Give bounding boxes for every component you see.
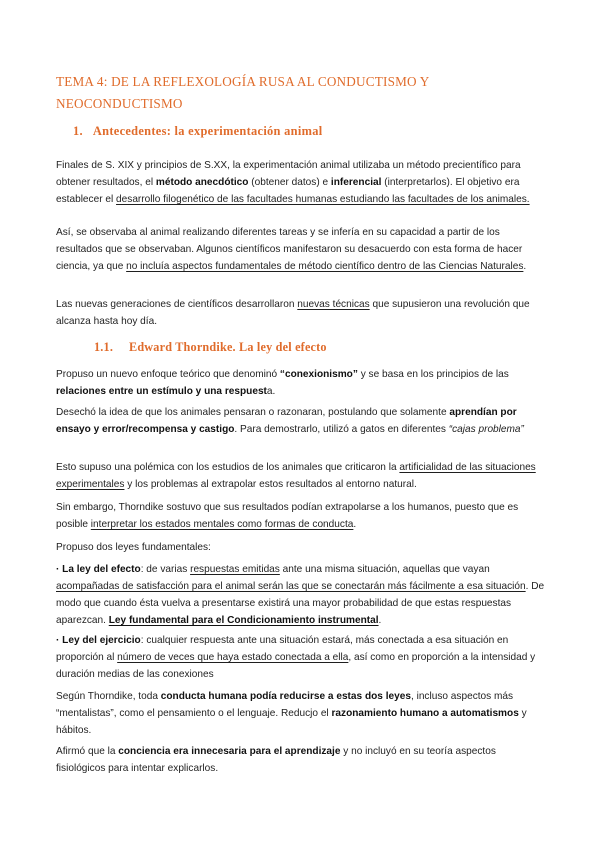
section-title: Antecedentes: la experimentación animal: [92, 124, 323, 138]
text: .: [523, 261, 527, 272]
paragraph-8: [56, 539, 546, 556]
section-heading-1-1: [94, 340, 327, 355]
section-number: 1.1.: [94, 340, 114, 354]
bold-text: · Ley del ejercicio: [56, 635, 141, 646]
paragraph-2: [56, 224, 546, 275]
bold-text: razonamiento humano a automatismos: [331, 708, 519, 719]
text: Las nuevas generaciones de científicos desarrollaron: [56, 299, 298, 310]
text: Así, se observaba al animal realizando diferentes tareas y se infería en su capacidad a partir de los resultados que se observaban. Algunos científicos manifestaron su desacuerdo con esta forma de hacer ciencia, ya que: [56, 227, 523, 272]
text: y se basa en los principios de las: [357, 369, 509, 380]
text: que supusieron una revolución que alcanza hasta hoy día.: [56, 299, 530, 327]
text: Según Thorndike, toda: [56, 691, 161, 702]
text: Propuso dos leyes fundamentales:: [56, 542, 211, 553]
underlined-text: desarrollo filogenético de las facultades humanas estudiando las facultades de los animales.: [116, 194, 530, 205]
bold-text: conducta humana podía reducirse a estas dos leyes: [160, 691, 411, 702]
underlined-text: nuevas técnicas: [297, 299, 370, 310]
bold-text: aprendían por ensayo y error/recompensa y castigo: [56, 407, 517, 435]
paragraph-1: [56, 157, 546, 208]
text: .: [353, 519, 357, 530]
text: Finales de S. XIX y principios de S.XX, la experimentación animal utilizaba un método precientífico para obtener resultados, el: [56, 160, 521, 188]
text: Propuso un nuevo enfoque teórico que denominó: [56, 369, 280, 380]
text: . Para demostrarlo, utilizó a gatos en diferentes: [234, 424, 449, 435]
bold-text: conciencia era innecesaria para el aprendizaje: [118, 746, 341, 757]
underlined-text: artificialidad de las situaciones experimentales: [56, 462, 536, 490]
bold-text: método anecdótico: [155, 177, 249, 188]
document-title: TEMA 4: DE LA REFLEXOLOGÍA RUSA AL CONDUCTISMO Y NEOCONDUCTISMO: [56, 74, 429, 111]
text: (interpretarlos). El objetivo era establecer el: [56, 177, 520, 205]
text: ante una misma situación, aquellas que vayan: [279, 564, 490, 575]
paragraph-law-of-exercise: [56, 632, 546, 683]
text: , incluso aspectos más “mentalistas”, como el pensamiento o el lenguaje. Reducjo el: [56, 691, 514, 719]
text: a.: [266, 386, 276, 397]
text: y no incluyó en su teoría aspectos fisiológicos para intentar explicarlos.: [56, 746, 496, 774]
bold-text: · La ley del efecto: [56, 564, 141, 575]
text: Desechó la idea de que los animales pensaran o razonaran, postulando que solamente: [56, 407, 450, 418]
text: y los problemas al extrapolar estos resultados al entorno natural.: [124, 479, 417, 490]
section-number: 1.: [73, 124, 83, 138]
section-title: Edward Thorndike. La ley del efecto: [129, 340, 327, 354]
bold-underlined-text: Ley fundamental para el Condicionamiento instrumental: [108, 615, 379, 626]
bold-text: relaciones entre un estímulo y una respuest: [56, 386, 267, 397]
text: Afirmó que la: [56, 746, 119, 757]
text: Esto supuso una polémica con los estudios de los animales que criticaron la: [56, 462, 400, 473]
text: y hábitos.: [56, 708, 527, 736]
section-heading-1: [73, 124, 322, 139]
text: (obtener datos) e: [248, 177, 331, 188]
paragraph-12: [56, 743, 546, 777]
paragraph-3: [56, 296, 546, 330]
text: . De modo que cuando ésta vuelva a presentarse existirá una mayor probabilidad de que estas respuestas aparezcan.: [56, 581, 545, 626]
paragraph-11: [56, 688, 546, 739]
underlined-text: no incluía aspectos fundamentales de método científico dentro de las Ciencias Naturales: [126, 261, 524, 272]
text: , así como en proporción a la intensidad y duración medias de las conexiones: [56, 652, 536, 680]
underlined-text: número de veces que haya estado conectada a ella: [117, 652, 349, 663]
paragraph-5: [56, 404, 546, 438]
paragraph-4: [56, 366, 546, 400]
italic-text: “cajas problema”: [448, 424, 524, 435]
paragraph-7: [56, 499, 546, 533]
paragraph-6: [56, 459, 546, 493]
bold-text: “conexionismo”: [279, 369, 358, 380]
underlined-text: acompañadas de satisfacción para el animal serán las que se conectarán más fácilmente a esa situación: [56, 581, 526, 592]
underlined-text: respuestas emitidas: [190, 564, 280, 575]
text: .: [378, 615, 382, 626]
paragraph-law-of-effect: [56, 561, 546, 629]
bold-text: inferencial: [330, 177, 382, 188]
text: : de varias: [140, 564, 191, 575]
text: Sin embargo, Thorndike sostuvo que sus resultados podían extrapolarse a los humanos, puesto que es posible: [56, 502, 519, 530]
text: : cualquier respuesta ante una situación estará, más conectada a esa situación en proporción al: [56, 635, 509, 663]
underlined-text: interpretar los estados mentales como formas de conducta: [90, 519, 354, 530]
